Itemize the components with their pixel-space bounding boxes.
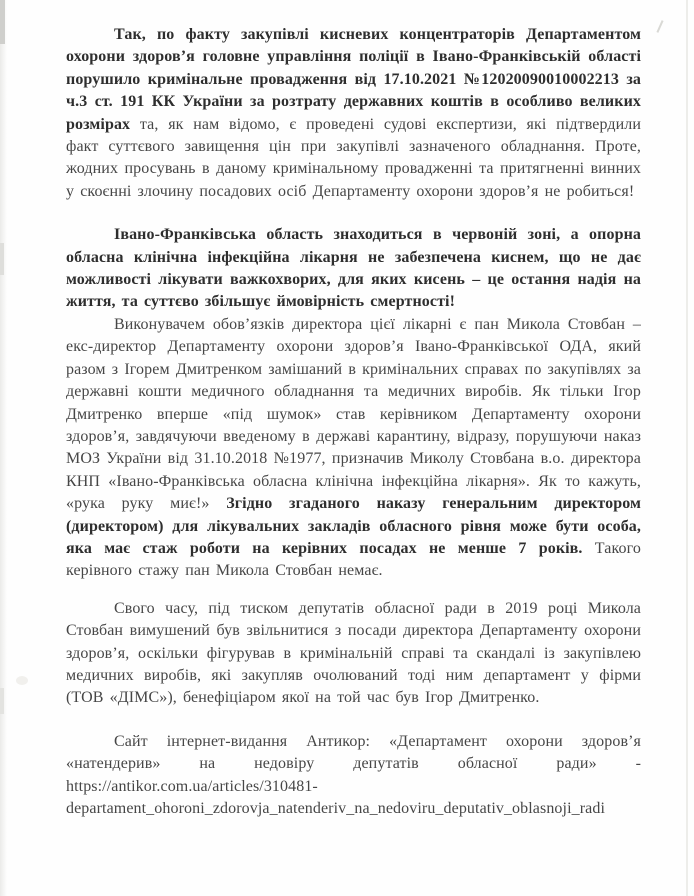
bold-text-run: Івано-Франківська область знаходиться в червоній зоні, а опорна обласна клінічна інфекційна лікарня не забезпечена киснем, що не дає можливості лікувати важкохворих, для яких кисень – це остання надія на життя, та суттєво збільшує ймовірність смертності! xyxy=(66,226,641,311)
text-run: Свого часу, під тиском депутатів обласної ради в 2019 році Микола Стовбан вимушений був звільнитися з посади директора Департаменту охорони здоров’я, оскільки фігурував в кримінальній справі та скандалі із закупівлею медичних виробів, які закупляв очолюваний тоді ним департамент у фірми (ТОВ «ДІМС»), бенефіціаром якої на той час був Ігор Дмитренко. xyxy=(66,599,641,707)
scan-artifact-top-right-mark xyxy=(656,20,663,33)
scan-artifact-right-edge xyxy=(686,0,688,896)
scan-artifact-left-edge xyxy=(0,0,7,896)
paragraph-p4 xyxy=(66,598,641,710)
document-body xyxy=(66,24,641,820)
scan-artifact-left-mark xyxy=(0,243,4,275)
bold-text-run: Згідно згаданого наказу генеральним директором (директором) для лікувальних закладів обласного рівня може бути особа, яка має стаж роботи на керівних посадах не менше 7 років. xyxy=(66,495,641,557)
text-run: та, як нам відомо, є проведені судові експертизи, які підтвердили факт суттєвого завищення цін при закупівлі зазначеного обладнання. Проте, жодних просувань в даному кримінальному провадженні та притягненні винних у скоєнні злочину посадових осіб Департаменту охорони здоров’я не робиться! xyxy=(66,115,641,200)
scan-artifact-left-mark-2 xyxy=(0,688,4,714)
scan-artifact-smudge xyxy=(16,676,28,685)
paragraph-p1 xyxy=(66,24,641,203)
bold-text-run: Так, по факту закупівлі кисневих концентраторів Департаментом охорони здоров’я головне управління поліції в Івано-Франківській області порушило кримінальне провадження від 17.10.2021 №12020090010002213 за ч.3 ст. 191 КК України за розтрату державних коштів в особливо великих розмірах xyxy=(66,26,641,133)
text-run: Такого керівного стажу пан Микола Стовбан немає. xyxy=(66,539,641,580)
text-run: Сайт інтернет-видання Антикор: «Департамент охорони здоров’я «натендерив» на недовіру депутатів обласної ради» - https://antikor.com.ua/articles/310481-departament_ohoroni_zdorovja_natenderiv_na_nedoviru_deputativ_oblasnoji_radi xyxy=(66,732,641,817)
paragraph-p3 xyxy=(66,314,641,583)
scan-artifact-top-left-mark xyxy=(0,0,5,44)
text-run: Виконувачем обов’язків директора цієї лікарні є пан Микола Стовбан – екс-директор Департаменту охорони здоров’я Івано-Франківської ОДА, який разом з Ігорем Дмитренком замішаний в кримінальних справах по закупівлях за державні кошти медичного обладнання та медичних виробів. Як тільки Ігор Дмитренко вперше «під шумок» став керівником Департаменту охорони здоров’я, завдячуючи введеному в державі карантину, відразу, порушуючи наказ МОЗ України від 31.10.2018 №1977, призначив Миколу Стовбана в.о. директора КНП «Івано-Франківська обласна клінічна інфекційна лікарня». Як то кажуть, «рука руку миє!» xyxy=(66,315,641,513)
paragraph-p2 xyxy=(66,224,641,314)
paragraph-p5 xyxy=(66,731,641,821)
